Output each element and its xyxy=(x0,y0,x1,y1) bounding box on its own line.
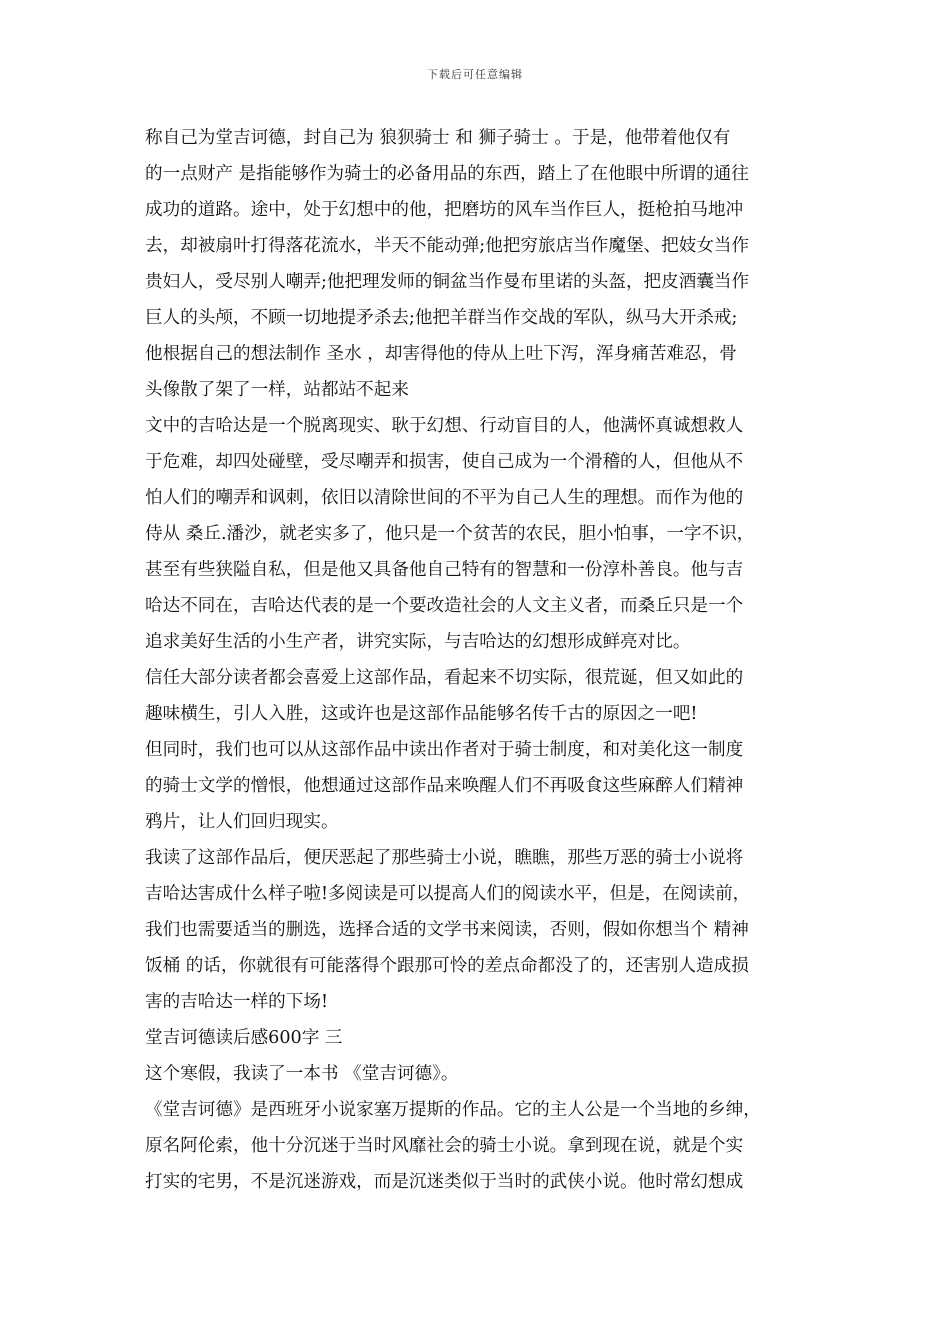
text-line: 追求美好生活的小生产者，讲究实际，与吉哈达的幻想形成鲜亮对比。 xyxy=(145,632,691,652)
text-line: 成功的道路。途中，处于幻想中的他，把磨坊的风车当作巨人，挺枪拍马地冲 xyxy=(145,200,744,220)
text-line: 去，却被扇叶打得落花流水，半天不能动弹;他把穷旅店当作魔堡、把妓女当作 xyxy=(145,236,750,256)
text-line: 文中的吉哈达是一个脱离现实、耿于幻想、行动盲目的人，他满怀真诚想救人 xyxy=(145,416,744,436)
text-line: 这个寒假，我读了一本书 《堂吉诃德》。 xyxy=(145,1064,459,1084)
text-line: 贵妇人，受尽别人嘲弄;他把理发师的铜盆当作曼布里诺的头盔，把皮酒囊当作 xyxy=(145,272,750,292)
text-line: 打实的宅男，不是沉迷游戏，而是沉迷类似于当时的武侠小说。他时常幻想成 xyxy=(145,1172,744,1192)
page-header: 下载后可任意编辑 xyxy=(427,68,523,81)
document-body xyxy=(145,123,815,1203)
text-line: 怕人们的嘲弄和讽刺，依旧以清除世间的不平为自己人生的理想。而作为他的 xyxy=(145,488,744,508)
text-line: 称自己为堂吉诃德，封自己为 狼狈骑士 和 狮子骑士 。于是，他带着他仅有 xyxy=(145,128,731,148)
text-line: 侍从 桑丘.潘沙，就老实多了，他只是一个贫苦的农民，胆小怕事，一字不识， xyxy=(145,524,755,544)
text-line: 《堂吉诃德》是西班牙小说家塞万提斯的作品。它的主人公是一个当地的乡绅， xyxy=(145,1100,761,1120)
text-line: 的一点财产 是指能够作为骑士的必备用品的东西，踏上了在他眼中所谓的通往 xyxy=(145,164,749,184)
text-line: 但同时，我们也可以从这部作品中读出作者对于骑士制度，和对美化这一制度 xyxy=(145,740,744,760)
text-line: 趣味横生，引人入胜，这或许也是这部作品能够名传千古的原因之一吧! xyxy=(145,704,698,724)
text-line: 我们也需要适当的删选，选择合适的文学书来阅读，否则，假如你想当个 精神 xyxy=(145,920,749,940)
text-line: 害的吉哈达一样的下场! xyxy=(145,992,329,1012)
text-line: 我读了这部作品后，便厌恶起了那些骑士小说，瞧瞧，那些万恶的骑士小说将 xyxy=(145,848,744,868)
text-line: 信任大部分读者都会喜爱上这部作品，看起来不切实际，很荒诞，但又如此的 xyxy=(145,668,744,688)
text-line: 鸦片，让人们回归现实。 xyxy=(145,812,339,832)
text-line: 吉哈达害成什么样子啦!多阅读是可以提高人们的阅读水平，但是，在阅读前， xyxy=(145,884,751,904)
text-line: 甚至有些狭隘自私，但是他又具备他自己特有的智慧和一份淳朴善良。他与吉 xyxy=(145,560,744,580)
text-line: 堂吉诃德读后感600字 三 xyxy=(145,1028,343,1048)
text-line: 他根据自己的想法制作 圣水 ，却害得他的侍从上吐下泻，浑身痛苦难忍，骨 xyxy=(145,344,737,364)
text-line: 的骑士文学的憎恨，他想通过这部作品来唤醒人们不再吸食这些麻醉人们精神 xyxy=(145,776,744,796)
text-line: 饭桶 的话，你就很有可能落得个跟那可怜的差点命都没了的，还害别人造成损 xyxy=(145,956,749,976)
text-line: 于危难，却四处碰壁，受尽嘲弄和损害，使自己成为一个滑稽的人，但他从不 xyxy=(145,452,744,472)
text-line: 头像散了架了一样，站都站不起来 xyxy=(145,380,409,400)
text-line: 巨人的头颅，不顾一切地提矛杀去;他把羊群当作交战的军队，纵马大开杀戒; xyxy=(145,308,738,328)
text-line: 原名阿伦索，他十分沉迷于当时风靡社会的骑士小说。拿到现在说，就是个实 xyxy=(145,1136,744,1156)
text-line: 哈达不同在，吉哈达代表的是一个要改造社会的人文主义者，而桑丘只是一个 xyxy=(145,596,744,616)
